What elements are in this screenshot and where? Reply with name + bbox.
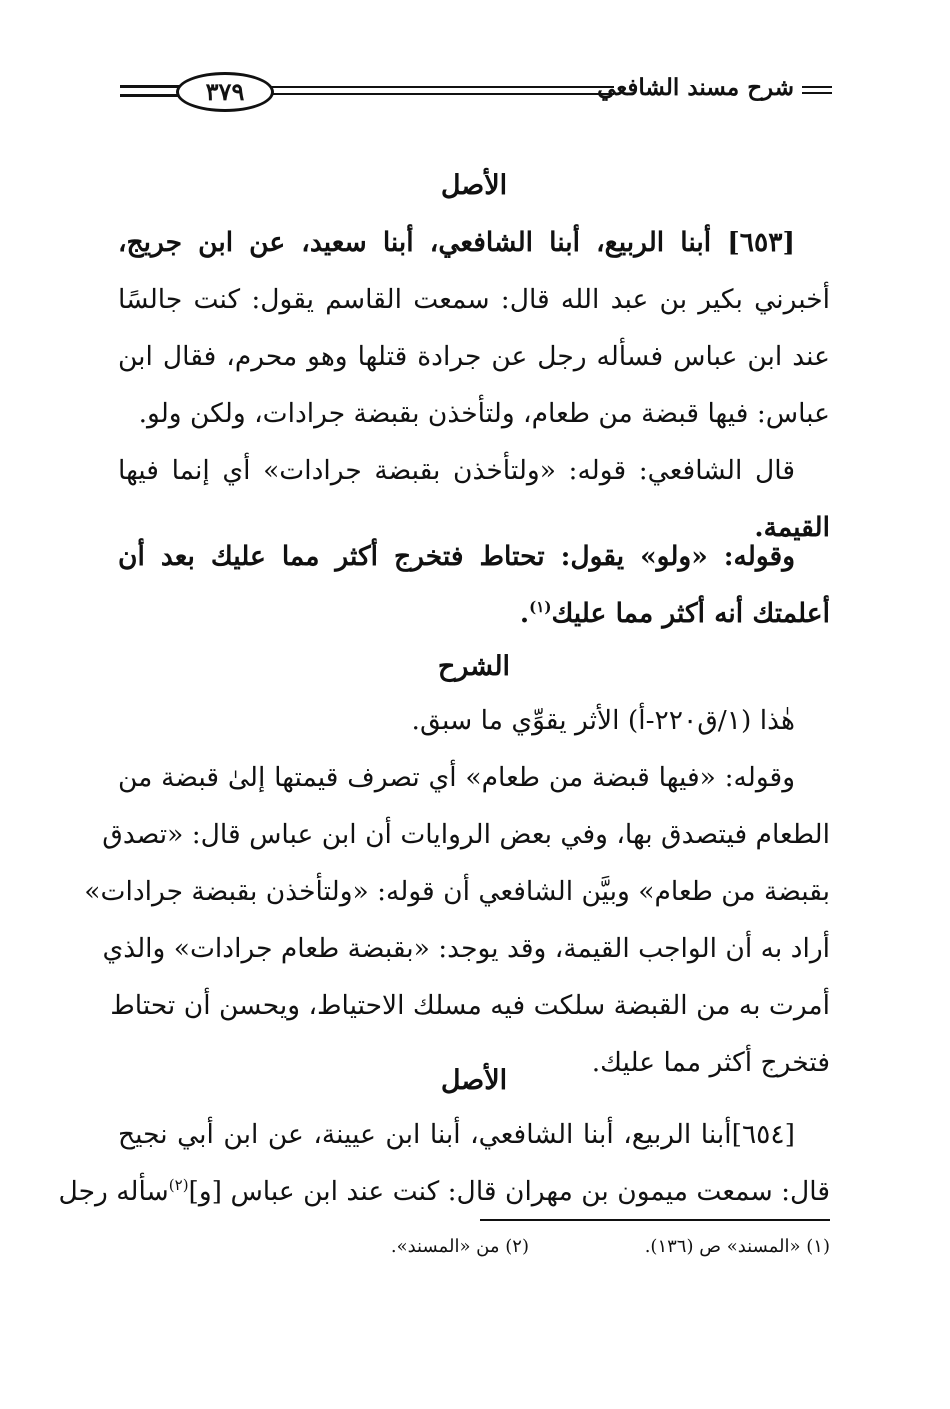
section-asl-1: [118, 157, 830, 214]
text-line: أراد به أن الواجب القيمة، وقد يوجد: «بقبضة طعام جرادات» والذي: [102, 933, 830, 964]
running-header: [120, 72, 832, 116]
text-line: بقبضة من طعام» وبيَّن الشافعي أن قوله: «ولتأخذن بقبضة جرادات»: [84, 876, 830, 907]
hadith-653: [118, 214, 830, 442]
section-sharh: [118, 638, 830, 695]
text-line: أمرت به من القبضة سلكت فيه مسلك الاحتياط، ويحسن أن تحتاط: [110, 990, 830, 1021]
section-heading: الشرح: [437, 651, 511, 682]
header-rule-left: [120, 85, 180, 97]
comment-text: أعلمتك أنه أكثر مما عليك: [551, 598, 830, 629]
text-line: عند ابن عباس فسأله رجل عن جرادة قتلها وهو محرم، فقال ابن: [118, 341, 830, 372]
text-line: [118, 585, 830, 642]
text-line: فتخرج أكثر مما عليك.: [591, 1047, 830, 1078]
header-rule: [260, 86, 614, 95]
hadith-text: سأله رجل: [58, 1176, 169, 1207]
text-line: [118, 442, 830, 499]
footnote-ref-1: (١): [529, 598, 552, 617]
section-heading: الأصل: [440, 170, 508, 201]
text-line: [58, 1163, 830, 1220]
section-heading: الأصل: [440, 1065, 508, 1096]
text-line: هٰذا (١/ق٢٢٠-أ) الأثر يقوِّي ما سبق.: [411, 705, 795, 736]
footnote-1: (١) «المسند» ص (١٣٦).: [644, 1236, 830, 1257]
header-ornament-dash: [802, 86, 832, 94]
section-asl-2: [118, 1052, 830, 1109]
comment-text: وقوله: «ولو» يقول: تحتاط فتخرج أكثر مما عليك بعد أن: [118, 541, 795, 572]
text-line: أخبرني بكير بن عبد الله قال: سمعت القاسم يقول: كنت جالسًا: [118, 284, 830, 315]
wa-law-comment: [118, 528, 830, 642]
sharh-text: [84, 692, 830, 1091]
hadith-654: [58, 1106, 830, 1220]
hadith-number-653: [٦٥٣] أبنا الربيع، أبنا الشافعي، أبنا سعيد، عن ابن جريج،: [118, 227, 795, 258]
page-number: ٣٧٩: [176, 72, 274, 112]
footnotes: [270, 1230, 830, 1264]
footnote-ref-2: (٢): [168, 1176, 189, 1195]
period: .: [519, 598, 530, 629]
text-line: [118, 528, 830, 585]
footnote-2: (٢) من «المسند».: [390, 1236, 529, 1257]
text-line: وقوله: «فيها قبضة من طعام» أي تصرف قيمتها إلىٰ قبضة من: [118, 762, 795, 793]
text-line: [118, 214, 830, 271]
footnote-separator: [480, 1219, 830, 1221]
text-line: [٦٥٤]أبنا الربيع، أبنا الشافعي، أبنا ابن عيينة، عن ابن أبي نجيح: [118, 1119, 795, 1150]
text-line: القيمة.: [754, 512, 830, 543]
hadith-text: قال: سمعت ميمون بن مهران قال: كنت عند ابن عباس [و]: [188, 1176, 830, 1207]
text-line: عباس: فيها قبضة من طعام، ولتأخذن بقبضة جرادات، ولكن ولو.: [138, 398, 830, 429]
book-title: شرح مسند الشافعي: [597, 74, 794, 101]
text-line: الطعام فيتصدق بها، وفي بعض الروايات أن ابن عباس قال: «تصدق: [102, 819, 830, 850]
comment-text: قال الشافعي: قوله: «ولتأخذن بقبضة جرادات» أي إنما فيها: [118, 455, 795, 486]
